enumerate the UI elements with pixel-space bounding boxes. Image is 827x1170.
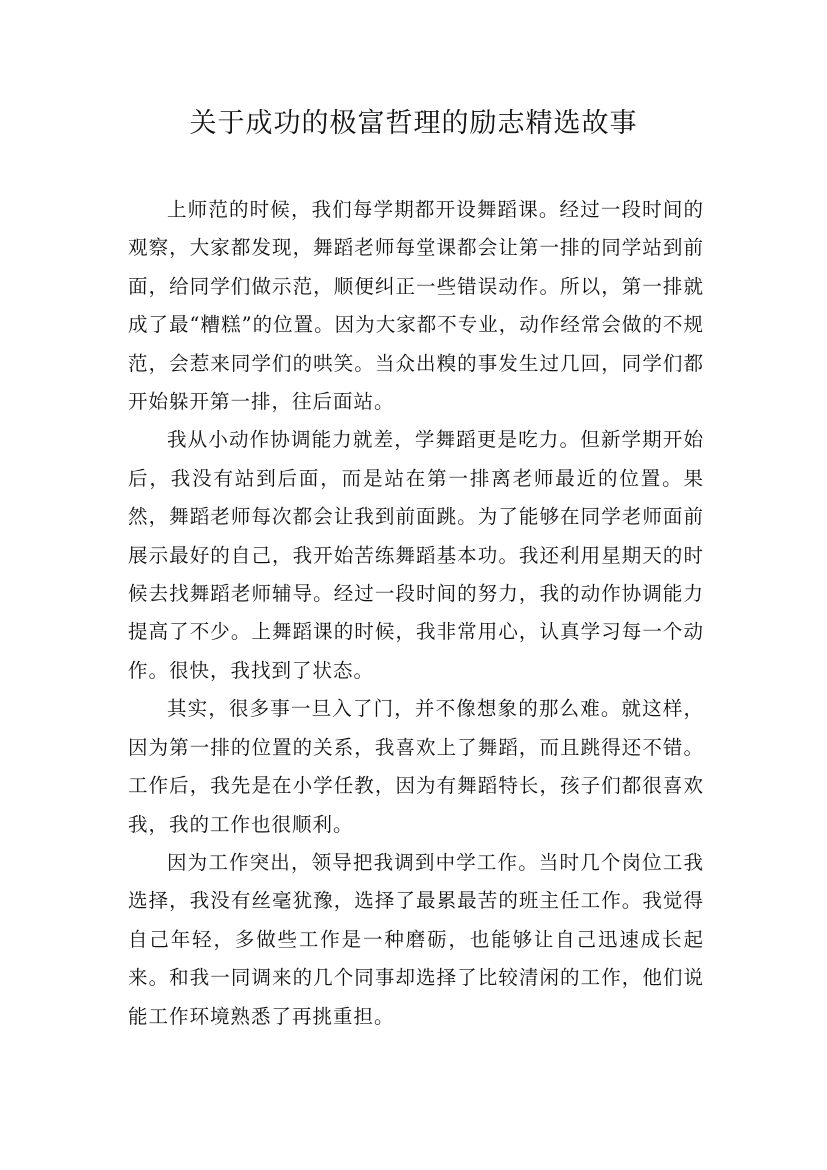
- document-title: 关于成功的极富哲理的励志精选故事: [189, 108, 638, 139]
- paragraph-1: 上师范的时候，我们每学期都开设舞蹈课。经过一段时间的观察，大家都发现，舞蹈老师每堂课都会让第一排的同学站到前面，给同学们做示范，顺便纠正一些错误动作。所以，第一排就成了最“糟糕”的位置。因为大家都不专业，动作经常会做的不规范，会惹来同学们的哄笑。当众出糗的事发生过几回，同学们都开始躲开第一排，往后面站。: [128, 198, 704, 414]
- paragraph-2: 我从小动作协调能力就差，学舞蹈更是吃力。但新学期开始后，我没有站到后面，而是站在第一排离老师最近的位置。果然，舞蹈老师每次都会让我到前面跳。为了能够在同学老师面前展示最好的自己，我开始苦练舞蹈基本功。我还利用星期天的时候去找舞蹈老师辅导。经过一段时间的努力，我的动作协调能力提高了不少。上舞蹈课的时候，我非常用心，认真学习每一个动作。很快，我找到了状态。: [128, 428, 704, 682]
- document-body: [128, 191, 704, 1036]
- paragraph-4: 因为工作突出，领导把我调到中学工作。当时几个岗位工我选择，我没有丝毫犹豫，选择了最累最苦的班主任工作。我觉得自己年轻，多做些工作是一种磨砺，也能够让自己迅速成长起来。和我一同调来的几个同事却选择了比较清闲的工作，他们说能工作环境熟悉了再挑重担。: [128, 850, 704, 1028]
- paragraph-3: 其实，很多事一旦入了门，并不像想象的那么难。就这样，因为第一排的位置的关系，我喜欢上了舞蹈，而且跳得还不错。工作后，我先是在小学任教，因为有舞蹈特长，孩子们都很喜欢我，我的工作也很顺利。: [128, 697, 704, 836]
